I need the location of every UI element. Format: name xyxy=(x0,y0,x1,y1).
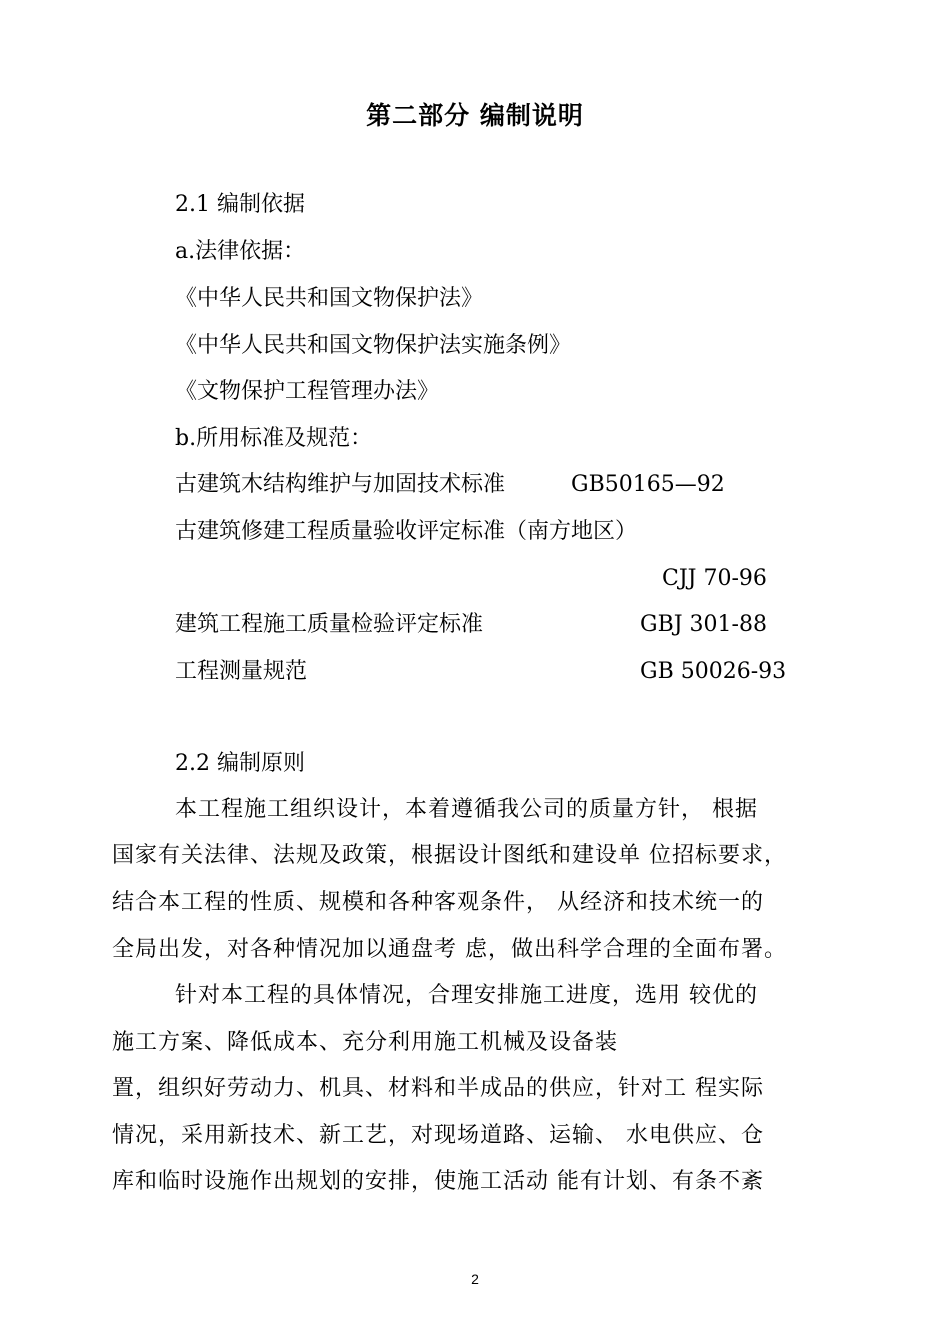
paragraph-line: 全局出发，对各种情况加以通盘考 虑，做出科学合理的全面布署。 xyxy=(112,937,787,962)
law-item: 《中华人民共和国文物保护法》 xyxy=(175,286,484,311)
paragraph-line: 库和临时设施作出规划的安排，使施工活动 能有计划、有条不紊 xyxy=(112,1169,764,1194)
standard-name: 古建筑修建工程质量验收评定标准（南方地区） xyxy=(175,519,638,544)
standard-code: GB50165—92 xyxy=(571,472,725,497)
paragraph-line: 置，组织好劳动力、机具、材料和半成品的供应，针对工 程实际 xyxy=(112,1076,764,1101)
paragraph-line: 施工方案、降低成本、充分利用施工机械及设备装 xyxy=(112,1030,619,1055)
paragraph-line: 国家有关法律、法规及政策，根据设计图纸和建设单 位招标要求， xyxy=(112,843,787,868)
law-item: 《文物保护工程管理办法》 xyxy=(175,379,440,404)
paragraph-line: 本工程施工组织设计，本着遵循我公司的质量方针， 根据 xyxy=(175,797,758,822)
standard-code: CJJ 70-96 xyxy=(662,566,767,591)
page-number: 2 xyxy=(471,1271,479,1287)
laws-label: a.法律依据： xyxy=(175,239,306,264)
standard-name: 古建筑木结构维护与加固技术标准 xyxy=(175,472,506,497)
section-heading-2-2: 2.2 编制原则 xyxy=(175,751,305,776)
standard-code: GBJ 301-88 xyxy=(640,612,767,637)
paragraph-line: 结合本工程的性质、规模和各种客观条件， 从经济和技术统一的 xyxy=(112,890,764,915)
paragraph-line: 针对本工程的具体情况，合理安排施工进度，选用 较优的 xyxy=(175,983,758,1008)
standard-name: 工程测量规范 xyxy=(175,659,308,684)
standards-label: b.所用标准及规范： xyxy=(175,426,373,451)
standard-name: 建筑工程施工质量检验评定标准 xyxy=(175,612,484,637)
section-heading-2-1: 2.1 编制依据 xyxy=(175,192,305,217)
page-title: 第二部分 编制说明 xyxy=(366,101,584,130)
law-item: 《中华人民共和国文物保护法实施条例》 xyxy=(175,333,572,358)
standard-code: GB 50026-93 xyxy=(640,659,787,684)
paragraph-line: 情况，采用新技术、新工艺，对现场道路、运输、 水电供应、仓 xyxy=(112,1123,764,1148)
